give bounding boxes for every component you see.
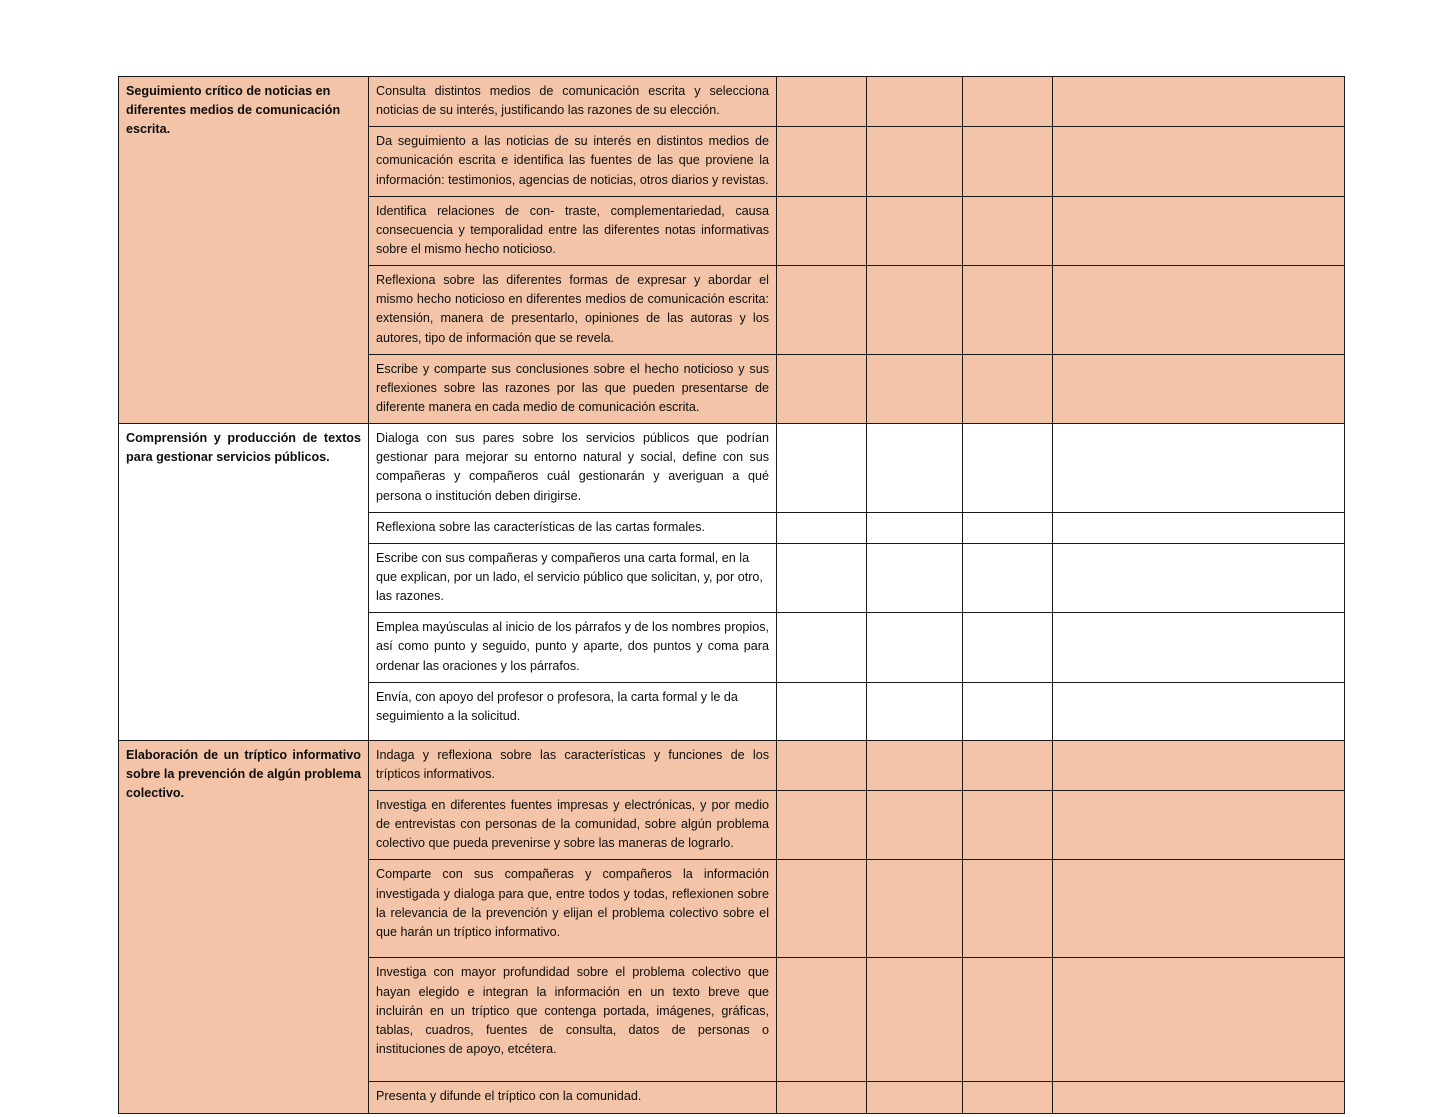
mark-cell-4[interactable] [1053, 266, 1345, 355]
mark-cell-1[interactable] [777, 958, 867, 1082]
section-area-label: Seguimiento crítico de noticias en diferentes medios de comunicación escrita. [119, 77, 369, 424]
mark-cell-1[interactable] [777, 613, 867, 682]
mark-cell-2[interactable] [867, 512, 963, 543]
mark-cell-4[interactable] [1053, 424, 1345, 513]
mark-cell-4[interactable] [1053, 543, 1345, 612]
mark-cell-4[interactable] [1053, 1082, 1345, 1113]
mark-cell-3[interactable] [963, 354, 1053, 423]
criterion-description: Escribe con sus compañeras y compañeros una carta formal, en la que explican, por un lado, el servicio público que solicitan, y, por otro, las razones. [369, 543, 777, 612]
mark-cell-2[interactable] [867, 196, 963, 265]
mark-cell-4[interactable] [1053, 512, 1345, 543]
mark-cell-2[interactable] [867, 790, 963, 859]
mark-cell-4[interactable] [1053, 127, 1345, 196]
mark-cell-1[interactable] [777, 740, 867, 790]
criterion-description: Consulta distintos medios de comunicación escrita y selecciona noticias de su interés, justificando las razones de su elección. [369, 77, 777, 127]
mark-cell-3[interactable] [963, 740, 1053, 790]
table-row [119, 740, 1345, 790]
mark-cell-1[interactable] [777, 682, 867, 740]
criterion-description: Emplea mayúsculas al inicio de los párrafos y de los nombres propios, así como punto y seguido, punto y aparte, dos puntos y coma para ordenar las oraciones y los párrafos. [369, 613, 777, 682]
mark-cell-2[interactable] [867, 1082, 963, 1113]
mark-cell-4[interactable] [1053, 958, 1345, 1082]
mark-cell-1[interactable] [777, 196, 867, 265]
criterion-description: Escribe y comparte sus conclusiones sobre el hecho noticioso y sus reflexiones sobre las razones por las que pueden presentarse de diferente manera en cada medio de comunicación escrita. [369, 354, 777, 423]
section-area-label: Comprensión y producción de textos para gestionar servicios públicos. [119, 424, 369, 741]
mark-cell-1[interactable] [777, 127, 867, 196]
mark-cell-3[interactable] [963, 860, 1053, 958]
mark-cell-2[interactable] [867, 543, 963, 612]
mark-cell-2[interactable] [867, 354, 963, 423]
mark-cell-2[interactable] [867, 424, 963, 513]
mark-cell-3[interactable] [963, 77, 1053, 127]
criterion-description: Reflexiona sobre las diferentes formas de expresar y abordar el mismo hecho noticioso en diferentes medios de comunicación escrita: extensión, manera de presentarlo, opiniones de las autoras y los autores, tipo de información que se revela. [369, 266, 777, 355]
mark-cell-1[interactable] [777, 1082, 867, 1113]
mark-cell-2[interactable] [867, 958, 963, 1082]
mark-cell-4[interactable] [1053, 613, 1345, 682]
mark-cell-3[interactable] [963, 127, 1053, 196]
criterion-description: Identifica relaciones de con- traste, complementariedad, causa consecuencia y temporalidad entre las diferentes notas informativas sobre el mismo hecho noticioso. [369, 196, 777, 265]
mark-cell-4[interactable] [1053, 682, 1345, 740]
criterion-description: Investiga en diferentes fuentes impresas y electrónicas, y por medio de entrevistas con personas de la comunidad, sobre algún problema colectivo que pueda prevenirse y sobre las maneras de lograrlo. [369, 790, 777, 859]
criterion-description: Reflexiona sobre las características de las cartas formales. [369, 512, 777, 543]
mark-cell-3[interactable] [963, 266, 1053, 355]
mark-cell-3[interactable] [963, 512, 1053, 543]
mark-cell-2[interactable] [867, 682, 963, 740]
criterion-description: Dialoga con sus pares sobre los servicios públicos que podrían gestionar para mejorar su entorno natural y social, define con sus compañeras y compañeros cuál gestionarán y averiguan a qué persona o institución deben dirigirse. [369, 424, 777, 513]
mark-cell-1[interactable] [777, 543, 867, 612]
mark-cell-3[interactable] [963, 1082, 1053, 1113]
mark-cell-2[interactable] [867, 860, 963, 958]
mark-cell-2[interactable] [867, 613, 963, 682]
mark-cell-1[interactable] [777, 354, 867, 423]
mark-cell-3[interactable] [963, 613, 1053, 682]
criterion-description: Envía, con apoyo del profesor o profesora, la carta formal y le da seguimiento a la solicitud. [369, 682, 777, 740]
mark-cell-2[interactable] [867, 266, 963, 355]
mark-cell-4[interactable] [1053, 196, 1345, 265]
mark-cell-4[interactable] [1053, 77, 1345, 127]
mark-cell-1[interactable] [777, 512, 867, 543]
criterion-description: Presenta y difunde el tríptico con la comunidad. [369, 1082, 777, 1113]
mark-cell-3[interactable] [963, 958, 1053, 1082]
mark-cell-4[interactable] [1053, 740, 1345, 790]
mark-cell-2[interactable] [867, 127, 963, 196]
section-area-label: Elaboración de un tríptico informativo sobre la prevención de algún problema colectivo. [119, 740, 369, 1113]
mark-cell-4[interactable] [1053, 790, 1345, 859]
criterion-description: Indaga y reflexiona sobre las características y funciones de los trípticos informativos. [369, 740, 777, 790]
mark-cell-1[interactable] [777, 860, 867, 958]
table-row [119, 424, 1345, 513]
criterion-description: Investiga con mayor profundidad sobre el problema colectivo que hayan elegido e integran la información en un texto breve que incluirán en un tríptico que contenga portada, imágenes, gráficas, tablas, cuadros, fuentes de consulta, datos de personas o instituciones de apoyo, etcétera. [369, 958, 777, 1082]
mark-cell-3[interactable] [963, 543, 1053, 612]
mark-cell-3[interactable] [963, 424, 1053, 513]
rubric-table-container [118, 76, 1344, 1114]
mark-cell-3[interactable] [963, 790, 1053, 859]
rubric-table [118, 76, 1345, 1114]
mark-cell-1[interactable] [777, 77, 867, 127]
mark-cell-3[interactable] [963, 196, 1053, 265]
table-row [119, 77, 1345, 127]
mark-cell-2[interactable] [867, 77, 963, 127]
mark-cell-3[interactable] [963, 682, 1053, 740]
mark-cell-1[interactable] [777, 790, 867, 859]
mark-cell-1[interactable] [777, 266, 867, 355]
mark-cell-1[interactable] [777, 424, 867, 513]
mark-cell-2[interactable] [867, 740, 963, 790]
criterion-description: Comparte con sus compañeras y compañeros la información investigada y dialoga para que, entre todos y todas, reflexionen sobre la relevancia de la prevención y elijan el problema colectivo sobre el que harán un tríptico informativo. [369, 860, 777, 958]
mark-cell-4[interactable] [1053, 354, 1345, 423]
criterion-description: Da seguimiento a las noticias de su interés en distintos medios de comunicación escrita e identifica las fuentes de las que proviene la información: testimonios, agencias de noticias, otros diarios y revistas. [369, 127, 777, 196]
mark-cell-4[interactable] [1053, 860, 1345, 958]
